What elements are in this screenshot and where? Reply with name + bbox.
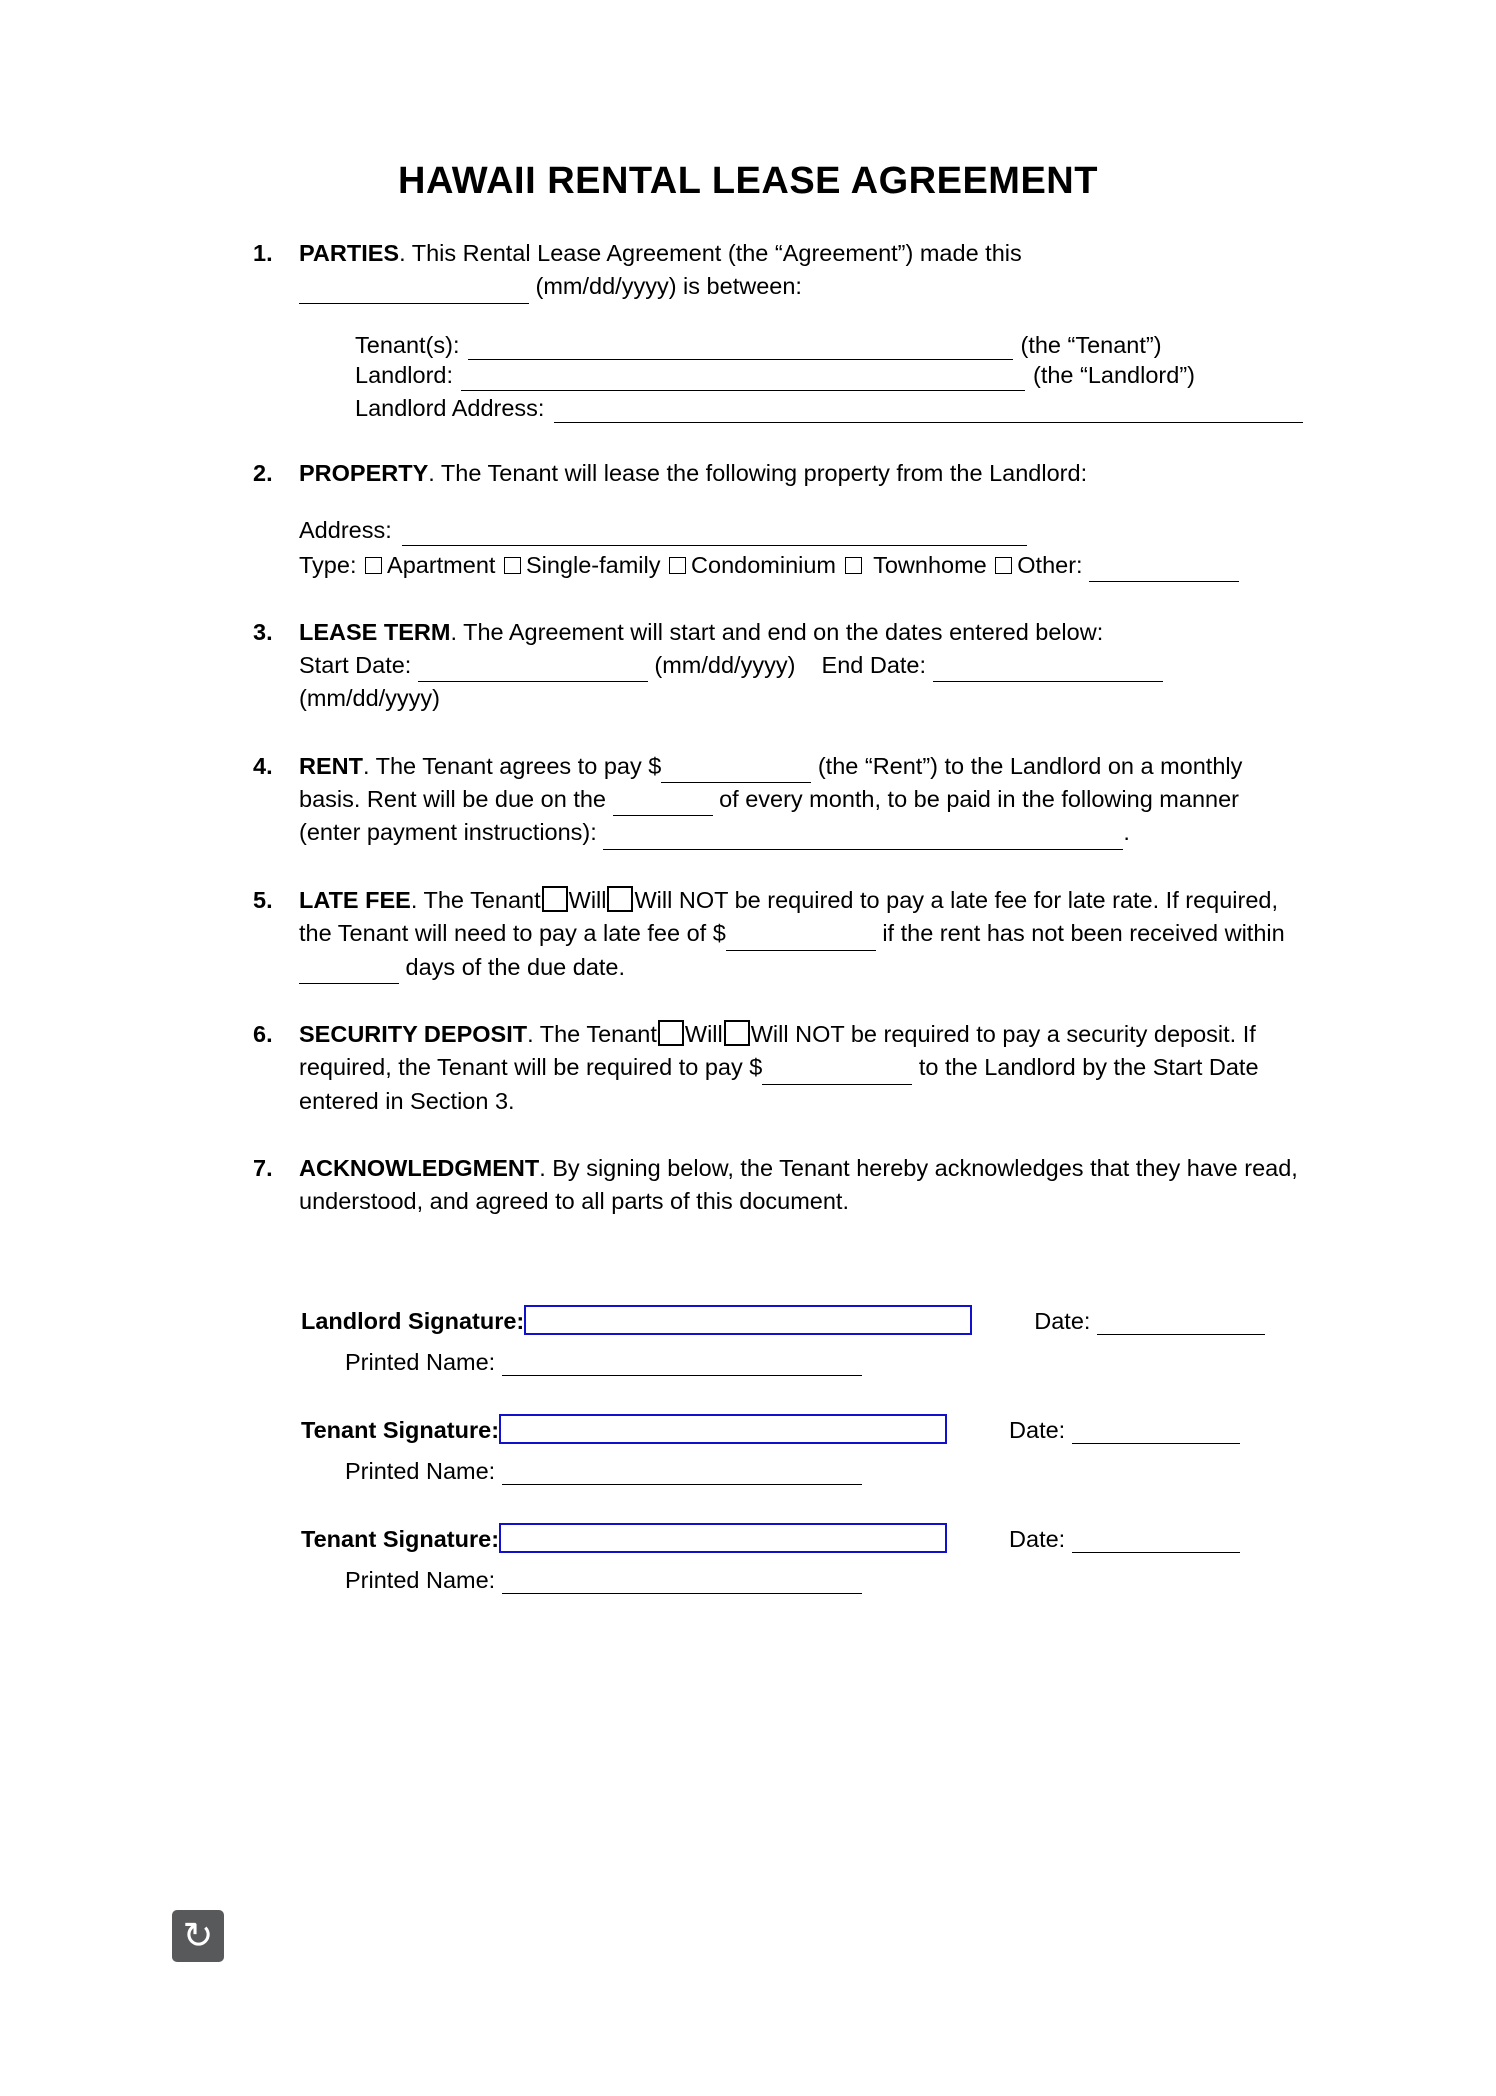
deposit-amount-input[interactable]	[762, 1059, 912, 1085]
section-number: 3.	[253, 618, 273, 645]
checkbox-late-fee-will[interactable]	[542, 886, 568, 912]
checkbox-deposit-will[interactable]	[658, 1020, 684, 1046]
refresh-icon: ↻	[182, 1914, 214, 1957]
section-heading: PROPERTY	[299, 460, 429, 487]
option-townhome: Townhome	[873, 552, 987, 579]
checkbox-single-family[interactable]	[504, 557, 521, 574]
section-content	[299, 237, 1303, 423]
end-date-label: End Date:	[821, 652, 927, 679]
late-fee-amount-input[interactable]	[726, 925, 876, 951]
section-content	[299, 1152, 1303, 1219]
tenant-name-input[interactable]	[468, 333, 1013, 360]
landlord-address-input[interactable]	[554, 396, 1303, 423]
rent-text-c: of every month, to be paid in the following manner (enter payment instructions):	[299, 786, 1239, 846]
section-text: . By signing below, the Tenant hereby acknowledges that they have read, understood, and agreed to all parts of this document.	[299, 1155, 1298, 1215]
property-address-row	[299, 515, 1303, 546]
spacer	[301, 1485, 1303, 1523]
section-text: . The Tenant	[527, 1020, 657, 1047]
start-date-label: Start Date:	[299, 652, 412, 679]
landlord-printed-input[interactable]	[502, 1350, 862, 1376]
option-condominium: Condominium	[691, 552, 837, 579]
section-late-fee	[253, 884, 1303, 984]
checkbox-other[interactable]	[995, 557, 1012, 574]
tenant2-printed-input[interactable]	[502, 1568, 862, 1594]
landlord-printed-label: Printed Name:	[345, 1348, 496, 1375]
section-text: . This Rental Lease Agreement (the “Agreement”) made this	[399, 240, 1022, 266]
rent-due-day-input[interactable]	[613, 791, 713, 817]
section-number: 4.	[253, 752, 273, 779]
start-date-format: (mm/dd/yyyy)	[654, 652, 796, 679]
section-heading: LEASE TERM	[299, 618, 451, 645]
section-text: . The Tenant will lease the following property from the Landlord:	[428, 460, 1088, 487]
section-number: 2.	[253, 460, 273, 487]
property-fields	[299, 515, 1303, 582]
deposit-text-b: be required to pay a security deposit. If required, the Tenant will be required to pay $	[299, 1020, 1256, 1081]
page-title: HAWAII RENTAL LEASE AGREEMENT	[398, 160, 1098, 202]
property-address-label: Address:	[299, 516, 392, 543]
tenant2-printed-label: Printed Name:	[345, 1566, 496, 1593]
section-number: 6.	[253, 1020, 273, 1047]
tenant2-date-input[interactable]	[1072, 1527, 1240, 1553]
date-format-hint: (mm/dd/yyyy) is between:	[535, 273, 802, 300]
tenant2-signature-label: Tenant Signature:	[301, 1525, 500, 1552]
checkbox-apartment[interactable]	[365, 557, 382, 574]
option-apartment: Apartment	[387, 552, 496, 579]
checkbox-townhome[interactable]	[845, 557, 862, 574]
property-type-other-input[interactable]	[1089, 556, 1239, 582]
end-date-input[interactable]	[933, 657, 1163, 683]
document-page	[0, 160, 1496, 2096]
tenant1-printed-input[interactable]	[502, 1459, 862, 1485]
tenant1-signature-field[interactable]	[499, 1414, 947, 1444]
payment-instructions-input[interactable]	[603, 824, 1123, 850]
late-fee-days-input[interactable]	[299, 958, 399, 984]
end-date-format: (mm/dd/yyyy)	[299, 685, 440, 712]
property-type-row	[299, 550, 1303, 581]
section-content	[299, 750, 1303, 850]
landlord-label: Landlord:	[355, 362, 453, 389]
parties-block	[355, 330, 1303, 424]
section-text: . The Agreement will start and end on the dates entered below:	[450, 618, 1104, 645]
section-security-deposit	[253, 1018, 1303, 1118]
landlord-date-input[interactable]	[1097, 1309, 1265, 1335]
section-parties	[253, 237, 1303, 423]
checkbox-deposit-will-not[interactable]	[724, 1020, 750, 1046]
tenant2-signature-field[interactable]	[499, 1523, 947, 1553]
tenant1-signature-row	[301, 1414, 1303, 1444]
landlord-address-label: Landlord Address:	[355, 394, 545, 421]
option-late-fee-will: Will	[568, 886, 607, 913]
section-rent	[253, 750, 1303, 850]
section-number: 7.	[253, 1155, 273, 1181]
brand-logo	[172, 1910, 224, 1962]
tenant-label: Tenant(s):	[355, 331, 460, 358]
landlord-tail: (the “Landlord”)	[1033, 362, 1195, 389]
landlord-date	[1034, 1308, 1265, 1335]
section-heading: PARTIES	[299, 240, 400, 266]
landlord-row	[355, 360, 1303, 391]
spacer	[301, 1376, 1303, 1414]
section-content	[299, 616, 1303, 716]
property-type-label: Type:	[299, 552, 357, 579]
landlord-date-label: Date:	[1034, 1307, 1091, 1334]
option-other: Other:	[1017, 552, 1083, 579]
tenant-row	[355, 330, 1303, 361]
section-number: 1.	[253, 240, 273, 266]
tenant1-printed-row	[345, 1458, 1303, 1485]
section-number: 5.	[253, 886, 273, 913]
tenant2-signature-row	[301, 1523, 1303, 1553]
tenant2-date	[1009, 1526, 1240, 1553]
property-address-input[interactable]	[402, 519, 1027, 546]
landlord-signature-label: Landlord Signature:	[301, 1307, 525, 1334]
section-content	[299, 457, 1303, 581]
section-content	[299, 884, 1303, 984]
tenant1-signature-label: Tenant Signature:	[301, 1416, 500, 1443]
section-content	[299, 1018, 1303, 1118]
tenant1-date	[1009, 1417, 1240, 1444]
landlord-name-input[interactable]	[461, 364, 1025, 391]
document-body	[193, 237, 1303, 1594]
tenant1-date-label: Date:	[1009, 1416, 1066, 1443]
section-acknowledgment	[253, 1152, 1303, 1219]
section-property	[253, 457, 1303, 581]
landlord-signature-field[interactable]	[524, 1305, 972, 1335]
rent-text-b: (the “Rent”) to the Landlord on a monthly basis. Rent will be due on the	[299, 752, 1243, 813]
section-heading: RENT	[299, 752, 363, 779]
late-fee-text-c: if the rent has not been received within	[882, 920, 1285, 947]
tenant1-date-input[interactable]	[1072, 1418, 1240, 1444]
checkbox-late-fee-will-not[interactable]	[607, 886, 633, 912]
tenant2-printed-row	[345, 1567, 1303, 1594]
section-text: . The Tenant agrees to pay $	[362, 752, 662, 779]
section-heading: SECURITY DEPOSIT	[299, 1020, 528, 1047]
tenant2-date-label: Date:	[1009, 1525, 1066, 1552]
tenant1-printed-label: Printed Name:	[345, 1457, 496, 1484]
landlord-printed-row	[345, 1349, 1303, 1376]
start-date-input[interactable]	[418, 657, 648, 683]
late-fee-text-d: days of the due date.	[405, 953, 626, 980]
deposit-text-c: to the Landlord by the Start Date entered in Section 3.	[299, 1054, 1259, 1114]
tenant-tail: (the “Tenant”)	[1020, 331, 1162, 358]
section-heading: LATE FEE	[299, 886, 411, 913]
section-heading: ACKNOWLEDGMENT	[299, 1155, 540, 1181]
signature-area	[301, 1305, 1303, 1594]
landlord-address-row	[355, 393, 1303, 424]
logo-square	[172, 1910, 224, 1962]
rent-amount-input[interactable]	[661, 757, 811, 783]
option-deposit-will-not: Will NOT	[750, 1020, 845, 1047]
option-late-fee-will-not: Will NOT	[634, 886, 729, 913]
checkbox-condominium[interactable]	[669, 557, 686, 574]
landlord-signature-row	[301, 1305, 1303, 1335]
section-text: . The Tenant	[410, 886, 541, 913]
section-lease-term	[253, 616, 1303, 716]
late-fee-text-b: be required to pay a late fee for late rate. If required, the Tenant will need to pay a late fee of $	[299, 886, 1279, 947]
rent-text-d: .	[1123, 819, 1130, 846]
agreement-date-input[interactable]	[299, 278, 529, 304]
option-single-family: Single-family	[525, 552, 661, 579]
option-deposit-will: Will	[684, 1020, 723, 1047]
